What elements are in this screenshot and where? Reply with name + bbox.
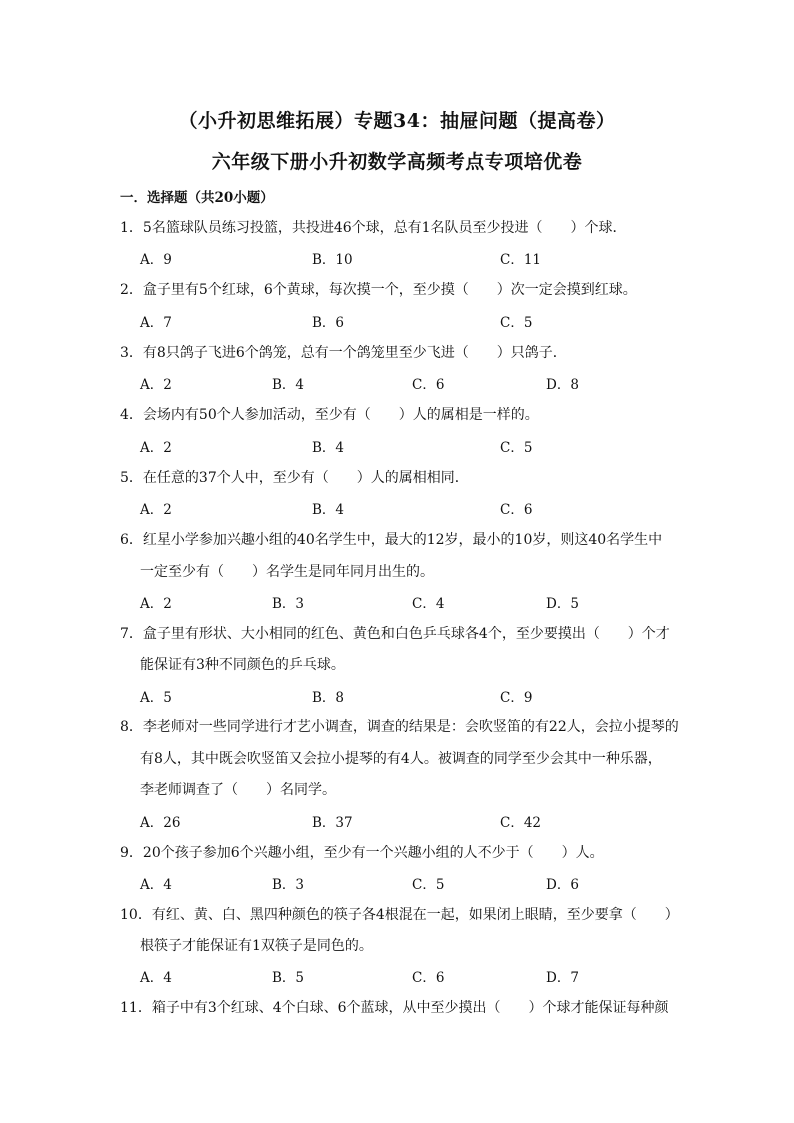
question-6-option-c: C．4 (412, 596, 445, 612)
question-1-option-a: A．9 (140, 252, 172, 268)
question-7-option-a: A．5 (140, 690, 172, 706)
question-6-option-d: D．5 (546, 596, 579, 612)
question-5-option-a: A．2 (140, 502, 172, 518)
question-1-option-b: B．10 (312, 252, 353, 268)
question-5-text: 5．在任意的37个人中，至少有（ ）人的属相相同． (120, 470, 469, 486)
question-10-option-b: B．5 (272, 970, 305, 986)
question-10-text: 10．有红、黄、白、黑四种颜色的筷子各4根混在一起，如果闭上眼睛，至少要拿（ ） (120, 907, 679, 923)
question-3-option-d: D．8 (546, 377, 579, 393)
document-title: （小升初思维拓展）专题34：抽屉问题（提高卷） (178, 110, 616, 132)
question-10-option-d: D．7 (546, 970, 579, 986)
question-5-option-b: B．4 (312, 502, 345, 518)
question-3-option-c: C．6 (412, 377, 445, 393)
question-7-option-b: B．8 (312, 690, 345, 706)
question-8-text-cont-2: 李老师调查了（ ）名同学。 (140, 782, 336, 798)
question-4-option-b: B．4 (312, 440, 345, 456)
question-9-option-a: A．4 (140, 877, 172, 893)
question-7-option-c: C．9 (500, 690, 533, 706)
question-3-option-b: B．4 (272, 377, 305, 393)
question-8-option-a: A．26 (140, 815, 181, 831)
question-2-text: 2．盒子里有5个红球，6个黄球，每次摸一个，至少摸（ ）次一定会摸到红球。 (120, 282, 637, 298)
question-4-option-a: A．2 (140, 440, 172, 456)
question-9-option-b: B．3 (272, 877, 305, 893)
document-subtitle: 六年级下册小升初数学高频考点专项培优卷 (211, 151, 583, 173)
question-9-option-d: D．6 (546, 877, 579, 893)
question-6-option-b: B．3 (272, 596, 305, 612)
question-8-option-c: C．42 (500, 815, 542, 831)
question-11-text: 11．箱子中有3个红球、4个白球、6个蓝球，从中至少摸出（ ）个球才能保证每种颜 (120, 1000, 669, 1016)
question-1-option-c: C．11 (500, 252, 542, 268)
question-2-option-c: C．5 (500, 315, 533, 331)
question-5-option-c: C．6 (500, 502, 533, 518)
question-3-text: 3．有8只鸽子飞进6个鸽笼，总有一个鸽笼里至少飞进（ ）只鸽子． (120, 345, 567, 361)
question-8-option-b: B．37 (312, 815, 353, 831)
question-7-text: 7．盒子里有形状、大小相同的红色、黄色和白色乒乓球各4个，至少要摸出（ ）个才 (120, 626, 670, 642)
question-10-option-c: C．6 (412, 970, 445, 986)
question-2-option-b: B．6 (312, 315, 345, 331)
question-7-text-cont: 能保证有3种不同颜色的乒乓球。 (140, 657, 345, 673)
question-6-text: 6．红星小学参加兴趣小组的40名学生中，最大的12岁，最小的10岁，则这40名学生中 (120, 532, 663, 548)
section-heading: 一．选择题（共20小题） (120, 190, 274, 206)
question-6-text-cont: 一定至少有（ ）名学生是同年同月出生的。 (140, 564, 434, 580)
question-6-option-a: A．2 (140, 596, 172, 612)
question-4-option-c: C．5 (500, 440, 533, 456)
question-4-text: 4．会场内有50个人参加活动，至少有（ ）人的属相是一样的。 (120, 407, 539, 423)
question-8-text: 8．李老师对一些同学进行才艺小调查，调查的结果是：会吹竖笛的有22人，会拉小提琴的 (120, 719, 679, 735)
question-9-option-c: C．5 (412, 877, 445, 893)
question-1-text: 1．5名篮球队员练习投篮，共投进46个球，总有1名队员至少投进（ ）个球． (120, 220, 627, 236)
question-10-text-cont: 根筷子才能保证有1双筷子是同色的。 (140, 938, 373, 954)
question-3-option-a: A．2 (140, 377, 172, 393)
question-10-option-a: A．4 (140, 970, 172, 986)
question-2-option-a: A．7 (140, 315, 172, 331)
question-9-text: 9．20个孩子参加6个兴趣小组，至少有一个兴趣小组的人不少于（ ）人。 (120, 845, 604, 861)
question-8-text-cont-1: 有8人，其中既会吹竖笛又会拉小提琴的有4人。被调查的同学至少会其中一种乐器， (140, 751, 662, 767)
